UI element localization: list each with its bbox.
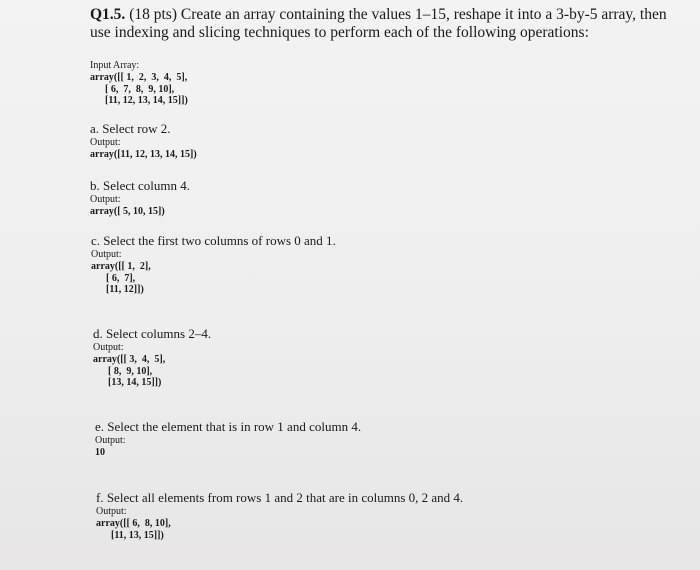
input-line: [ 6, 7, 8, 9, 10], — [105, 83, 175, 95]
task-prompt: b. Select column 4. — [90, 178, 191, 193]
output-line: [11, 12]]) — [106, 284, 144, 295]
question-text: (18 pts) Create an array containing the values 1–15, reshape it into a 3-by-5 array, then use indexing and slicing techniques to perform each of the following operations: — [90, 6, 667, 41]
task-prompt: a. Select row 2. — [90, 121, 171, 136]
question-header — [90, 6, 690, 42]
question-number: Q1.5. — [90, 6, 126, 23]
output-label: Output: — [90, 137, 121, 148]
output-line: array([[ 3, 4, 5], — [93, 354, 166, 365]
task-prompt: d. Select columns 2–4. — [93, 326, 212, 341]
output-label: Output: — [93, 342, 124, 353]
output-line: array([11, 12, 13, 14, 15]) — [90, 149, 197, 160]
output-label: Output: — [96, 506, 127, 517]
output-label: Output: — [90, 194, 121, 205]
task-prompt: c. Select the first two columns of rows 0 and 1. — [91, 233, 336, 248]
output-line: array([ 5, 10, 15]) — [90, 206, 165, 217]
task-prompt: e. Select the element that is in row 1 and column 4. — [95, 419, 362, 434]
output-line: array([[ 1, 2], — [91, 261, 151, 272]
task-c — [91, 233, 336, 296]
output-line: array([[ 6, 8, 10], — [96, 518, 171, 529]
input-array-block — [90, 60, 188, 107]
task-d — [93, 326, 211, 389]
output-label: Output: — [95, 435, 126, 446]
input-label: Input Array: — [90, 60, 140, 71]
output-line: [ 6, 7], — [106, 272, 136, 284]
task-e — [95, 419, 361, 459]
task-b — [90, 178, 190, 218]
task-f — [96, 490, 463, 541]
task-prompt: f. Select all elements from rows 1 and 2 that are in columns 0, 2 and 4. — [96, 490, 464, 505]
input-line: array([[ 1, 2, 3, 4, 5], — [90, 72, 188, 83]
output-line: 10 — [95, 447, 105, 458]
output-label: Output: — [91, 249, 122, 260]
output-line: [13, 14, 15]]) — [108, 377, 162, 388]
input-line: [11, 12, 13, 14, 15]]) — [105, 95, 188, 106]
task-a — [90, 121, 197, 161]
output-line: [11, 13, 15]]) — [111, 529, 164, 541]
output-line: [ 8, 9, 10], — [108, 365, 153, 377]
